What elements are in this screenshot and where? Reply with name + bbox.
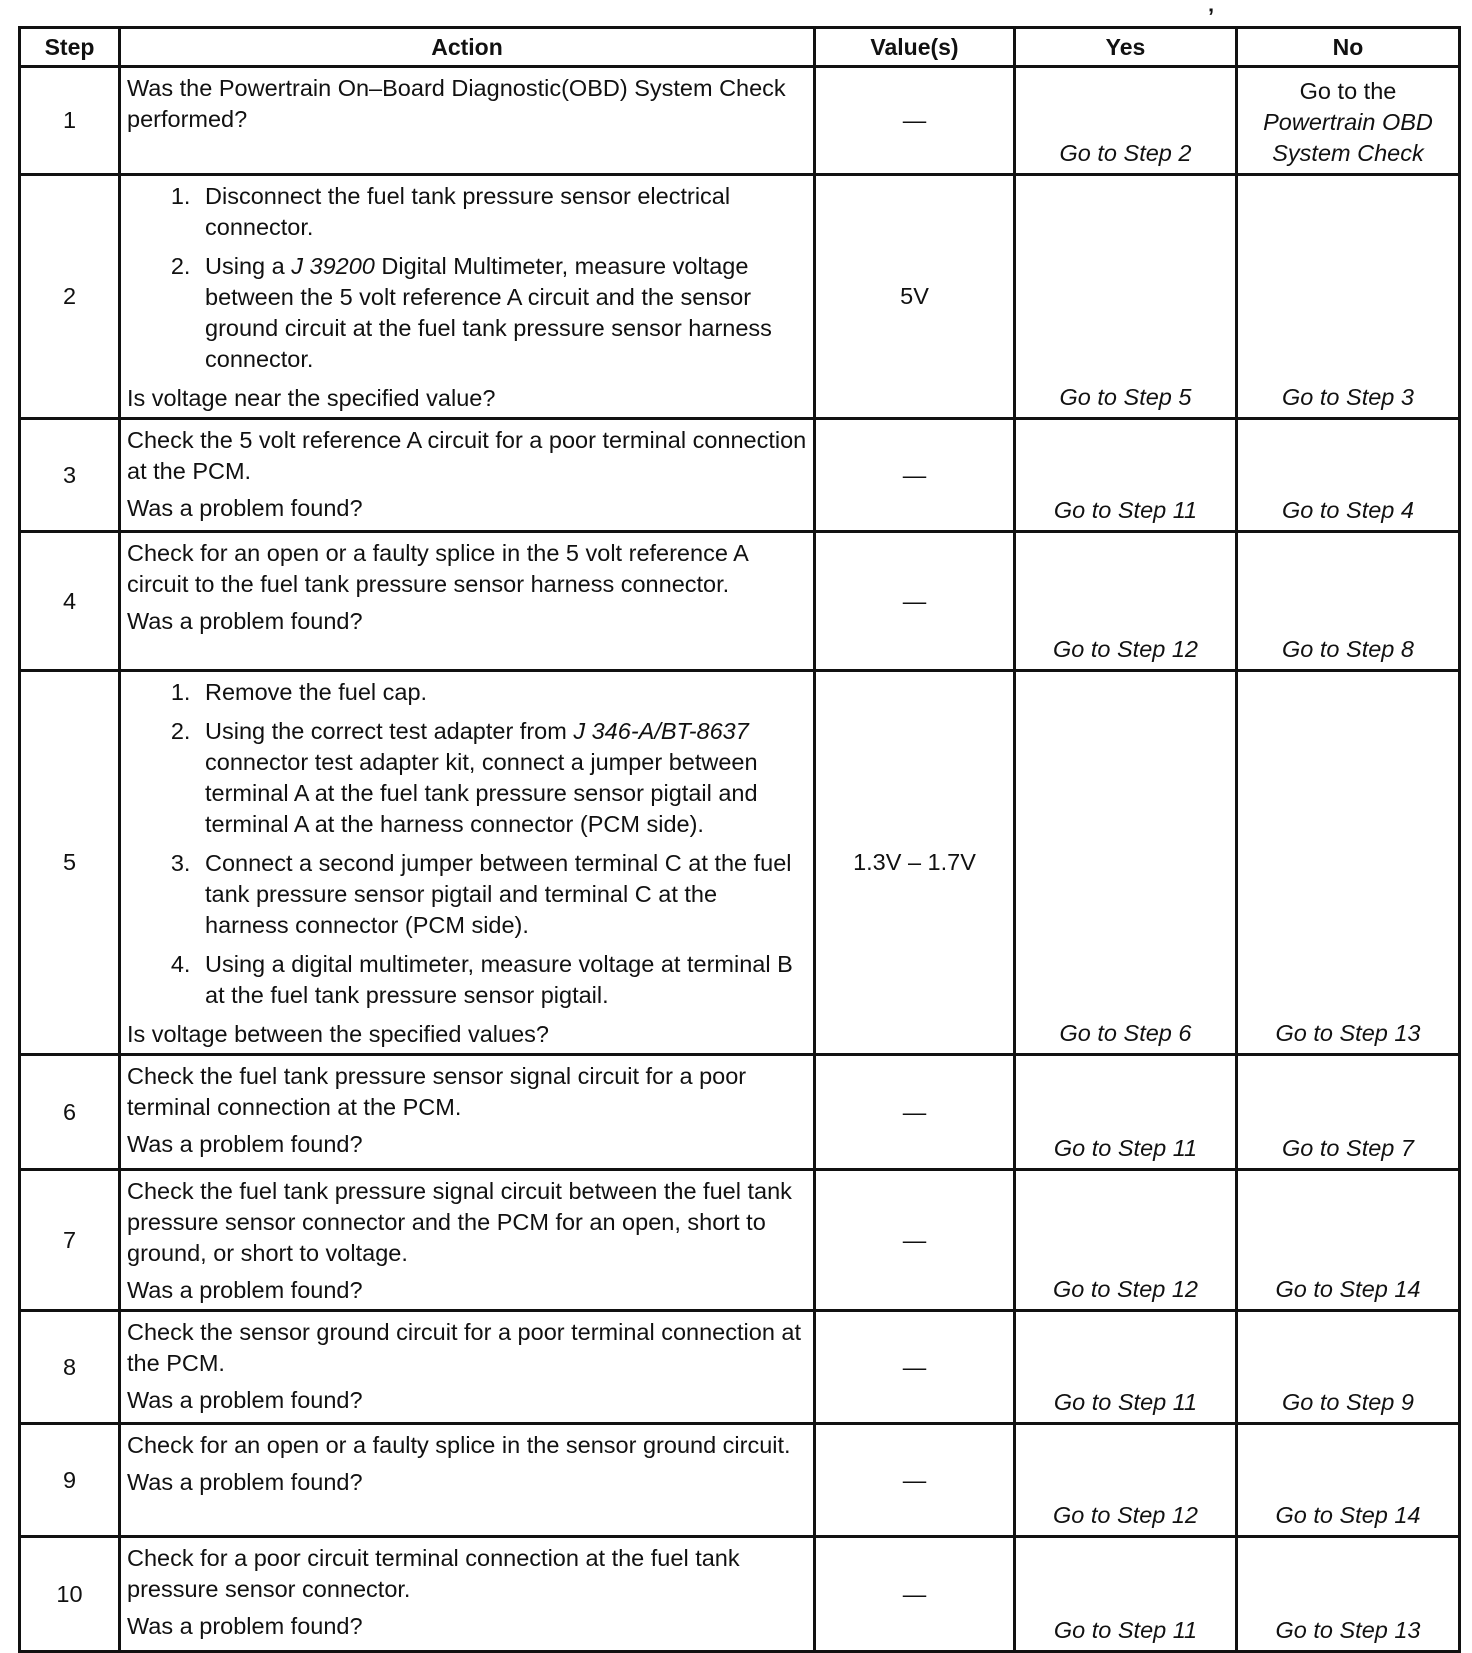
- table-row: [20, 1537, 1460, 1652]
- step-number: 2: [20, 175, 120, 419]
- step-number: 10: [20, 1537, 120, 1652]
- step-number: 4: [20, 532, 120, 671]
- table-row: [20, 419, 1460, 532]
- value-cell: —: [815, 1424, 1015, 1537]
- action-text: Check the sensor ground circuit for a poor terminal connection at the PCM.: [127, 1319, 802, 1376]
- question-text: Was a problem found?: [127, 1613, 363, 1639]
- step-number: 5: [20, 671, 120, 1055]
- question-text: Is voltage near the specified value?: [127, 385, 496, 411]
- action-cell: [120, 1055, 815, 1170]
- header-step: Step: [20, 28, 120, 67]
- action-cell: [120, 175, 815, 419]
- substep-text: connector test adapter kit, connect a jumper between terminal A at the fuel tank pressure sensor pigtail and terminal A at the harness connector (PCM side).: [205, 749, 758, 837]
- table-row: [20, 532, 1460, 671]
- yes-cell: Go to Step 6: [1015, 671, 1237, 1055]
- no-cell: Go to Step 14: [1237, 1424, 1460, 1537]
- no-cell: Go to Step 9: [1237, 1311, 1460, 1424]
- no-cell: Go to Step 14: [1237, 1170, 1460, 1311]
- no-cell: Go to Step 13: [1237, 1537, 1460, 1652]
- value-cell: —: [815, 1311, 1015, 1424]
- no-cell: Go to Step 3: [1237, 175, 1460, 419]
- table-row: [20, 1055, 1460, 1170]
- question-text: Was a problem found?: [127, 1469, 363, 1495]
- step-number: 6: [20, 1055, 120, 1170]
- header-value: Value(s): [815, 28, 1015, 67]
- question-text: Is voltage between the specified values?: [127, 1021, 549, 1047]
- substep-text: Using the correct test adapter from: [205, 718, 567, 744]
- substep-text: Using a: [205, 253, 285, 279]
- value-cell: —: [815, 1537, 1015, 1652]
- substep-text: Digital Multimeter, measure voltage: [381, 253, 749, 279]
- action-cell: [120, 1537, 815, 1652]
- substep: 1. Remove the fuel cap.: [197, 677, 807, 708]
- value-cell: —: [815, 1055, 1015, 1170]
- no-cell: Go to Step 13: [1237, 671, 1460, 1055]
- action-cell: [120, 67, 815, 175]
- action-cell: [120, 671, 815, 1055]
- value-cell: 5V: [815, 175, 1015, 419]
- substep: [197, 716, 807, 840]
- no-cell: Go to Step 4: [1237, 419, 1460, 532]
- table-row: [20, 1424, 1460, 1537]
- step-number: 3: [20, 419, 120, 532]
- step-number: 1: [20, 67, 120, 175]
- yes-cell: Go to Step 12: [1015, 1424, 1237, 1537]
- substep-list: [127, 677, 807, 1011]
- diagnostic-table: [18, 26, 1461, 1653]
- header-row: [20, 28, 1460, 67]
- table-row: [20, 175, 1460, 419]
- action-text: Was the Powertrain On–Board Diagnostic(OBD) System Check performed?: [127, 75, 786, 132]
- yes-cell: Go to Step 5: [1015, 175, 1237, 419]
- value-cell: —: [815, 67, 1015, 175]
- action-cell: [120, 1170, 815, 1311]
- yes-cell: Go to Step 12: [1015, 1170, 1237, 1311]
- step-number: 8: [20, 1311, 120, 1424]
- stray-mark: ’: [1208, 4, 1215, 29]
- header-no: No: [1237, 28, 1460, 67]
- step-number: 7: [20, 1170, 120, 1311]
- action-text: Check the fuel tank pressure signal circuit between the fuel tank pressure sensor connector and the PCM for an open, short to ground, or short to voltage.: [127, 1178, 792, 1266]
- yes-cell: Go to Step 12: [1015, 532, 1237, 671]
- question-text: Was a problem found?: [127, 1387, 363, 1413]
- action-text: Check for an open or a faulty splice in the 5 volt reference A circuit to the fuel tank pressure sensor harness connector.: [127, 540, 748, 597]
- tool-name: J 39200: [291, 253, 375, 279]
- action-cell: [120, 1424, 815, 1537]
- yes-cell: Go to Step 11: [1015, 1311, 1237, 1424]
- header-yes: Yes: [1015, 28, 1237, 67]
- yes-cell: Go to Step 11: [1015, 1537, 1237, 1652]
- question-text: Was a problem found?: [127, 1277, 363, 1303]
- tool-name: J 346-A/BT-8637: [573, 718, 749, 744]
- table-row: [20, 67, 1460, 175]
- value-cell: —: [815, 532, 1015, 671]
- table-row: [20, 1170, 1460, 1311]
- table-row: [20, 671, 1460, 1055]
- question-text: Was a problem found?: [127, 1131, 363, 1157]
- question-text: Was a problem found?: [127, 608, 363, 634]
- yes-cell: Go to Step 11: [1015, 1055, 1237, 1170]
- action-text: Check the 5 volt reference A circuit for a poor terminal connection at the PCM.: [127, 427, 807, 484]
- value-cell: —: [815, 419, 1015, 532]
- no-link: Powertrain OBD System Check: [1263, 109, 1433, 166]
- action-cell: [120, 532, 815, 671]
- header-action: Action: [120, 28, 815, 67]
- step-number: 9: [20, 1424, 120, 1537]
- yes-cell: Go to Step 11: [1015, 419, 1237, 532]
- action-cell: [120, 1311, 815, 1424]
- yes-cell: Go to Step 2: [1015, 67, 1237, 175]
- no-cell: Go to Step 7: [1237, 1055, 1460, 1170]
- substep-list: [127, 181, 807, 375]
- no-cell: Go to Step 8: [1237, 532, 1460, 671]
- question-text: Was a problem found?: [127, 495, 363, 521]
- table-row: [20, 1311, 1460, 1424]
- value-cell: 1.3V – 1.7V: [815, 671, 1015, 1055]
- no-cell: [1237, 67, 1460, 175]
- substep: [197, 251, 807, 375]
- substep: 1. Disconnect the fuel tank pressure sensor electrical connector.: [197, 181, 807, 243]
- substep: 3. Connect a second jumper between terminal C at the fuel tank pressure sensor pigtail and terminal C at the harness connector (PCM side).: [197, 848, 807, 941]
- substep: 4. Using a digital multimeter, measure voltage at terminal B at the fuel tank pressure sensor pigtail.: [197, 949, 807, 1011]
- substep-text: between the 5 volt reference A circuit and the sensor ground circuit at the fuel tank pressure sensor harness connector.: [205, 284, 772, 372]
- action-text: Check the fuel tank pressure sensor signal circuit for a poor terminal connection at the PCM.: [127, 1063, 747, 1120]
- action-text: Check for a poor circuit terminal connection at the fuel tank pressure sensor connector.: [127, 1545, 740, 1602]
- action-cell: [120, 419, 815, 532]
- no-prefix: Go to the: [1299, 78, 1397, 104]
- value-cell: —: [815, 1170, 1015, 1311]
- action-text: Check for an open or a faulty splice in the sensor ground circuit.: [127, 1432, 791, 1458]
